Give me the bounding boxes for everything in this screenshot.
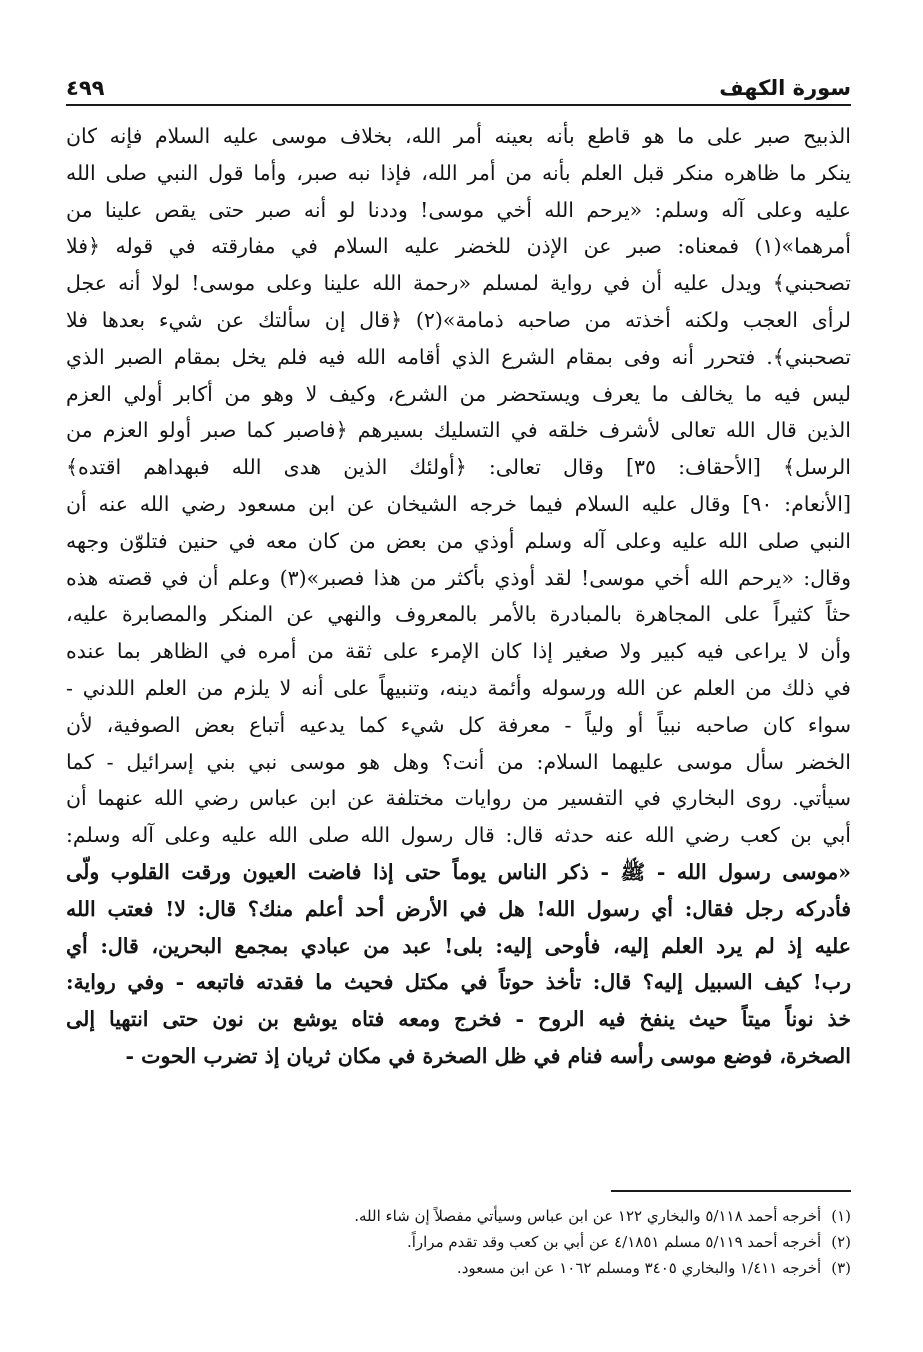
footnote-item xyxy=(66,1203,851,1229)
text-line: [الأنعام: ٩٠] وقال عليه السلام فيما خرجه الشيخان عن ابن مسعود رضي الله عنه أن xyxy=(66,491,851,516)
text-line: تصحبني﴾. فتحرر أنه وفى بمقام الشرع الذي أقامه الله فيه فلم يخل بمقام الصبر الذي xyxy=(66,344,851,369)
footnote-number: (٢) xyxy=(831,1233,851,1251)
text-line: عليه وعلى آله وسلم: «يرحم الله أخي موسى! وددنا لو أنه صبر حتى يقص علينا من xyxy=(66,197,851,222)
text-line: عليه إذ لم يرد العلم إليه، فأوحى إليه: بلى! عبد من عبادي بمجمع البحرين، قال: أي xyxy=(66,933,851,958)
text-line: سواء كان صاحبه نبياً أو ولياً - معرفة كل شيء كما يدعيه أتباع بعض الصوفية، لأن xyxy=(66,712,851,737)
text-line: الخضر سأل موسى عليهما السلام: من أنت؟ وهل هو موسى نبي بني إسرائيل - كما xyxy=(66,749,851,774)
text-line: النبي صلى الله عليه وعلى آله وسلم أوذي من بعض من كان معه في حنين فتلوّن وجهه xyxy=(66,528,851,553)
text-line: رب! كيف السبيل إليه؟ قال: تأخذ حوتاً في مكتل فحيث ما فقدته فاتبعه - وفي رواية: xyxy=(66,970,851,995)
text-line: الذين قال الله تعالى لأشرف خلقه في التسليك بسيرهم ﴿فاصبر كما صبر أولو العزم من xyxy=(66,418,851,443)
page-number: ٤٩٩ xyxy=(66,76,105,100)
footnote-text: أخرجه أحمد ٥/١١٩ مسلم ٤/١٨٥١ عن أبي بن كعب وقد تقدم مراراً. xyxy=(406,1233,822,1251)
page-header xyxy=(66,64,851,106)
text-line: سيأتي. روى البخاري في التفسير من روايات مختلفة عن ابن عباس رضي الله عنهما أن xyxy=(66,786,851,811)
footnotes xyxy=(66,1203,851,1281)
text-line: ليس فيه ما يخالف ما يعرف ويستحضر من الشرع، وكيف لا وهو من أكابر أولي العزم xyxy=(66,381,851,406)
footnote-text: أخرجه أحمد ٥/١١٨ والبخاري ١٢٢ عن ابن عباس وسيأتي مفصلاً إن شاء الله. xyxy=(354,1207,822,1225)
text-line: وأن لا يراعى فيه كبير ولا صغير إذا كان الإمرء على ثقة من أمره في الظاهر بما عنده xyxy=(66,639,851,664)
text-line: الصخرة، فوضع موسى رأسه فنام في ظل الصخرة في مكان ثريان إذ تضرب الحوت - xyxy=(125,1043,851,1068)
footnote-divider xyxy=(611,1190,851,1192)
footnote-item xyxy=(66,1255,851,1281)
footnote-item xyxy=(66,1229,851,1255)
text-line: تصحبني﴾ ويدل عليه أن في رواية لمسلم «رحمة الله علينا وعلى موسى! لولا أنه عجل xyxy=(66,271,851,296)
text-line: في ذلك من العلم عن الله ورسوله وأئمة دينه، وتنبيهاً على أنه لا يلزم من العلم اللدني - xyxy=(66,675,851,700)
text-line: الذبيح صبر على ما هو قاطع بأنه بعينه أمر الله، بخلاف موسى عليه السلام فإنه كان xyxy=(66,124,851,148)
text-line: خذ نوناً ميتاً حيث ينفخ فيه الروح - فخرج ومعه فتاه يوشع بن نون حتى انتهيا إلى xyxy=(66,1007,851,1032)
text-line: حثاً كثيراً على المجاهرة بالمبادرة بالأمر بالمعروف والنهي عن المنكر والمصابرة عليه، xyxy=(66,602,851,627)
footnote-text: أخرجه ١/٤١١ والبخاري ٣٤٠٥ ومسلم ١٠٦٢ عن ابن مسعود. xyxy=(456,1259,822,1277)
text-line: «موسى رسول الله - ﷺ - ذكر الناس يوماً حتى إذا فاضت العيون ورقت القلوب ولّى xyxy=(66,859,851,884)
text-line: أمرهما»(١) فمعناه: صبر عن الإذن للخضر عليه السلام في مفارقته في قوله ﴿فلا xyxy=(66,234,851,259)
text-line: ينكر ما ظاهره منكر قبل العلم بأنه من أمر الله، فإذا نبه صبر، وأما قول النبي صلى الله xyxy=(66,160,851,185)
text-line: الرسل﴾ [الأحقاف: ٣٥] وقال تعالى: ﴿أولئك الذين هدى الله فبهداهم اقتده﴾ xyxy=(66,455,851,480)
text-line: وقال: «يرحم الله أخي موسى! لقد أوذي بأكثر من هذا فصبر»(٣) وعلم أن في قصته هذه xyxy=(66,565,851,590)
main-text xyxy=(66,118,851,1178)
footnote-number: (٣) xyxy=(831,1259,851,1277)
text-line: فأدركه رجل فقال: أي رسول الله! هل في الأرض أحد أعلم منك؟ قال: لا! فعتب الله xyxy=(66,896,851,921)
text-line: لرأى العجب ولكنه أخذته من صاحبه ذمامة»(٢) ﴿قال إن سألتك عن شيء بعدها فلا xyxy=(66,307,851,332)
surah-title: سورة الكهف xyxy=(719,76,851,100)
footnote-number: (١) xyxy=(831,1207,851,1225)
text-line: أبي بن كعب رضي الله عنه حدثه قال: قال رسول الله صلى الله عليه وعلى آله وسلم: xyxy=(66,823,851,848)
